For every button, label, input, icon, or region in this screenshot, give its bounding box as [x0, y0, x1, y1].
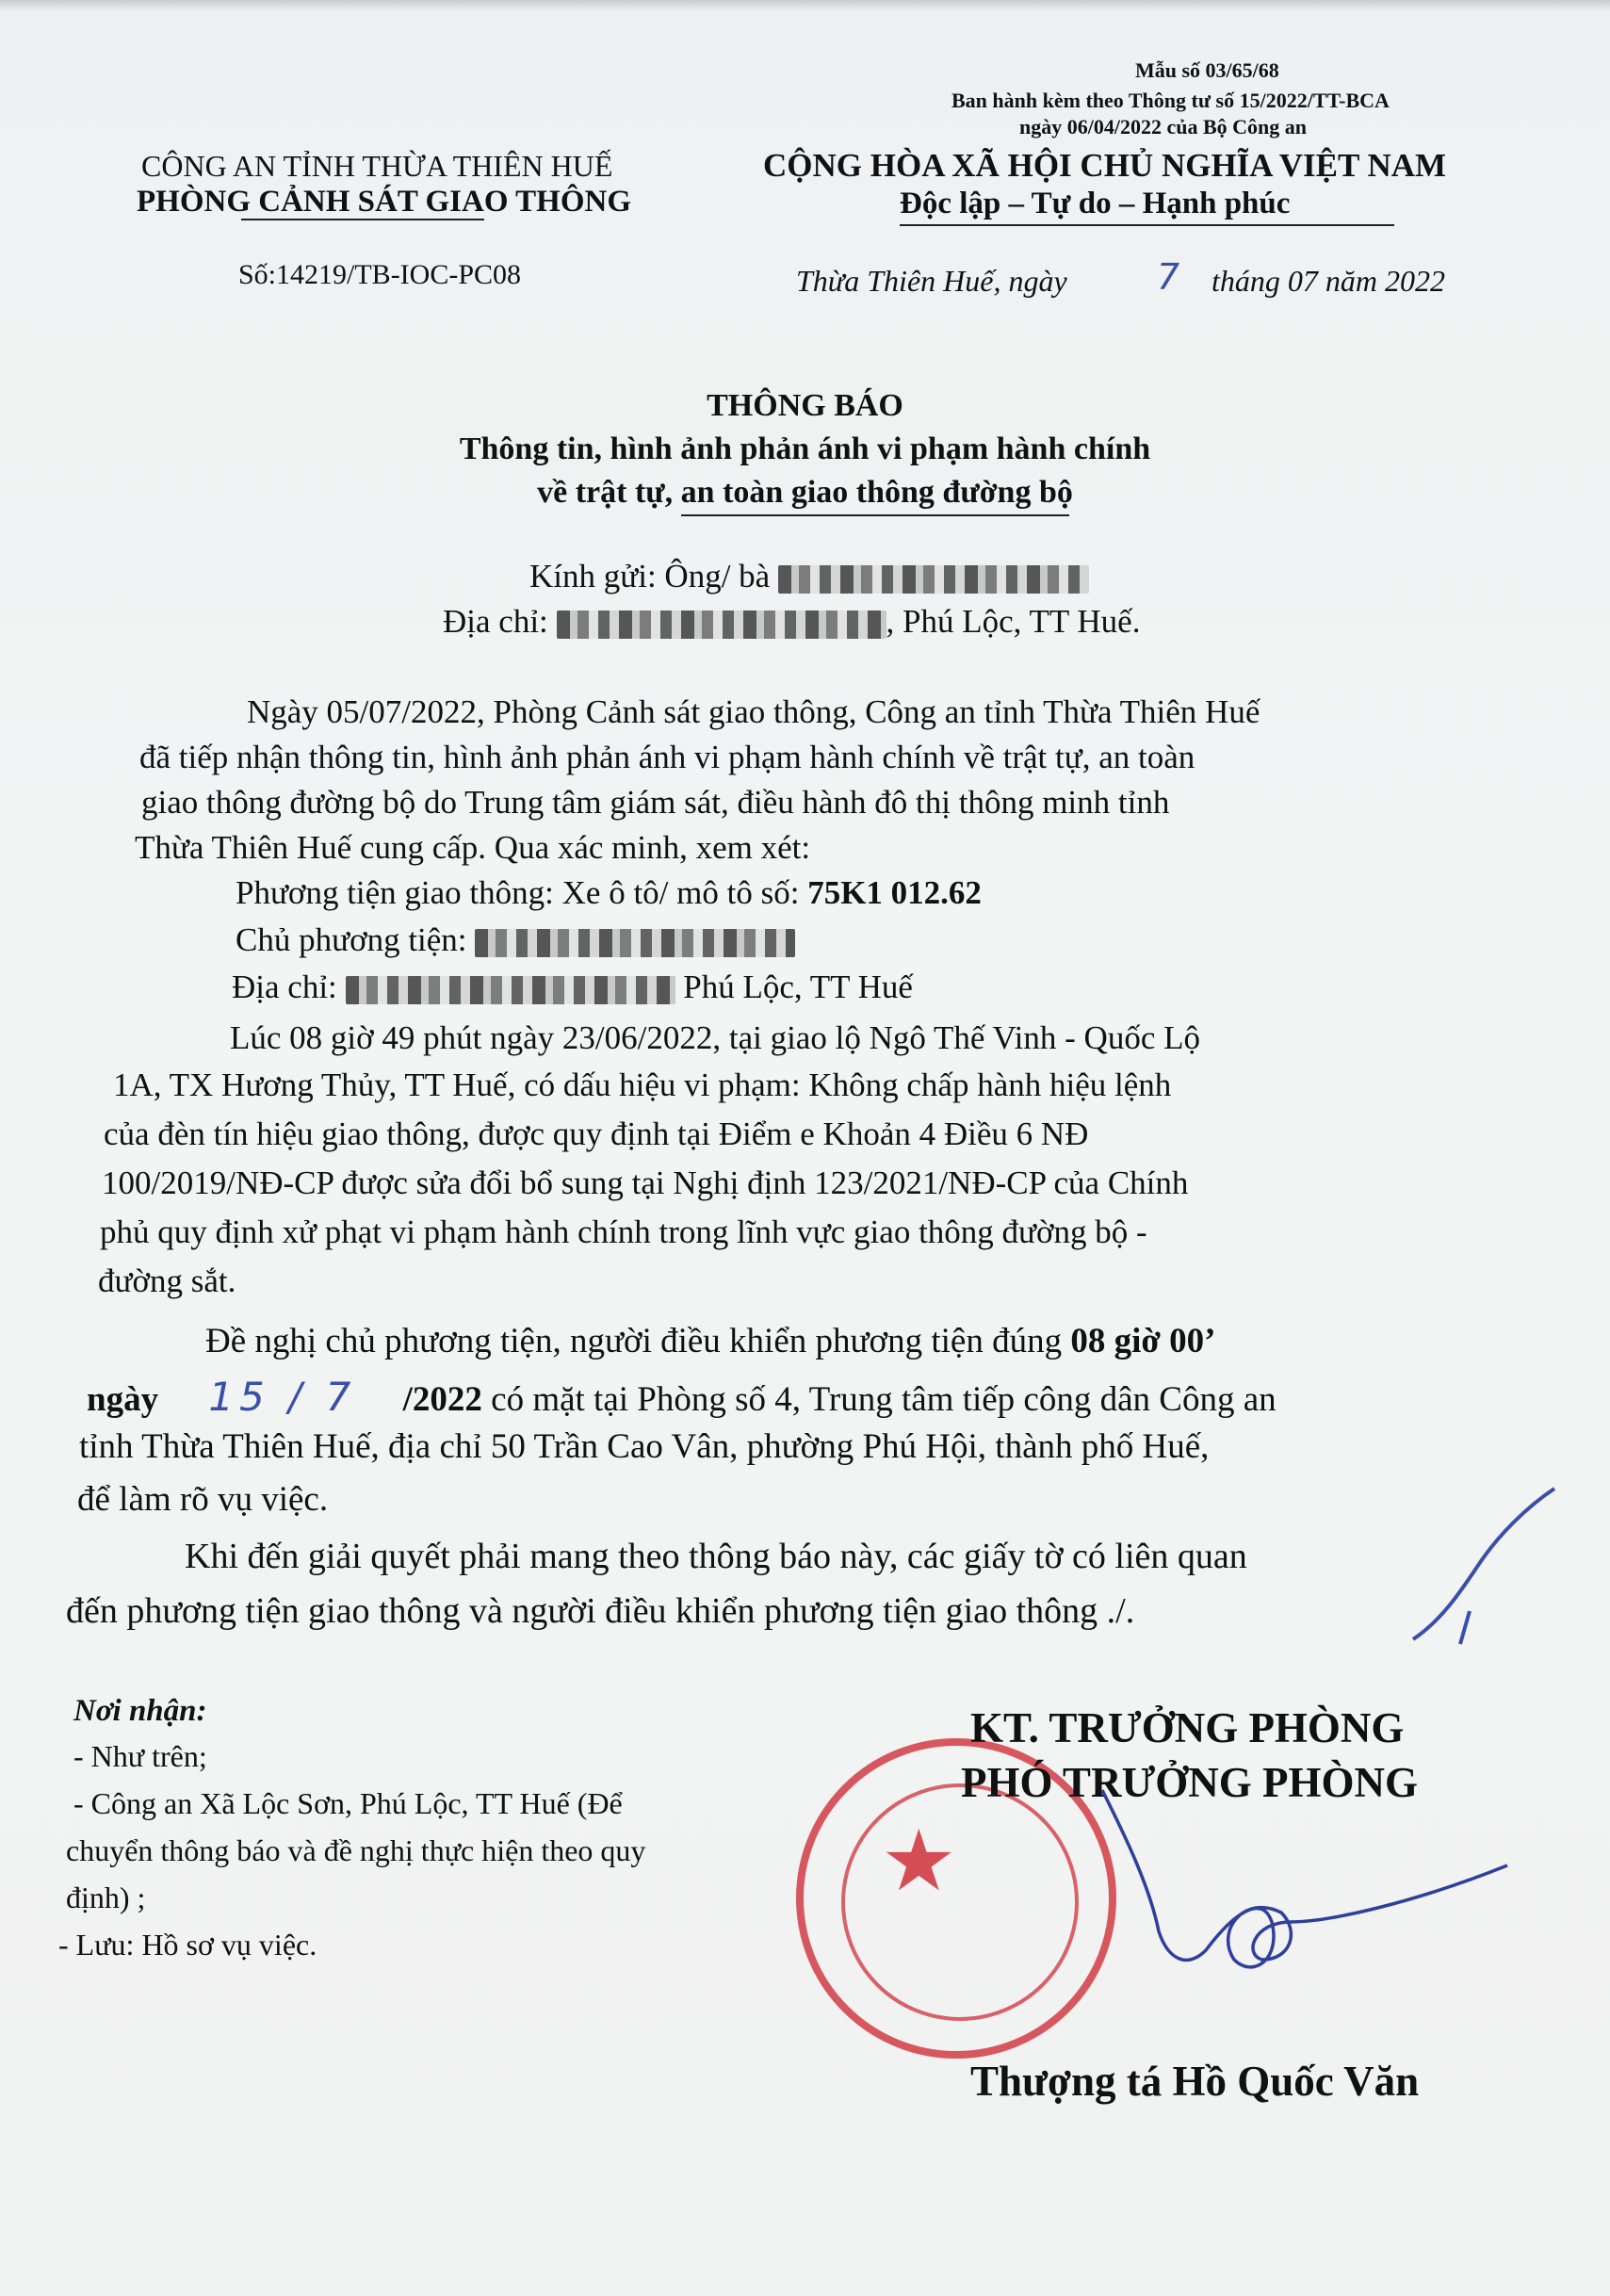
paragraph-1-line-2: đã tiếp nhận thông tin, hình ảnh phản ánh vi phạm hành chính về trật tự, an toàn	[139, 739, 1195, 775]
recipient-greeting-text: Kính gửi: Ông/ bà	[529, 558, 771, 594]
vehicle-line	[236, 874, 982, 912]
paragraph-2-line-3: của đèn tín hiệu giao thông, được quy định tại Điểm e Khoản 4 Điều 6 NĐ	[104, 1115, 1089, 1152]
vehicle-label: Phương tiện giao thông: Xe ô tô/ mô tô số:	[236, 874, 800, 911]
paragraph-3-line-1	[205, 1321, 1215, 1361]
recipient-item-2-end: định) ;	[66, 1881, 146, 1914]
owner-label: Chủ phương tiện:	[236, 921, 467, 958]
seal-star-icon: ★	[881, 1812, 957, 1911]
national-motto: Độc lập – Tự do – Hạnh phúc	[900, 187, 1291, 220]
notice-subtitle-2: về trật tự, an toàn giao thông đường bộ	[537, 475, 1073, 510]
appointment-day-label: ngày	[87, 1380, 159, 1419]
paragraph-3-line-3: tỉnh Thừa Thiên Huế, địa chỉ 50 Trần Cao Vân, phường Phú Hội, thành phố Huế,	[79, 1427, 1210, 1466]
paragraph-1-line-4: Thừa Thiên Huế cung cấp. Qua xác minh, xem xét:	[135, 829, 811, 866]
recipient-item-3: - Lưu: Hồ sơ vụ việc.	[58, 1928, 317, 1962]
paragraph-4-line-1: Khi đến giải quyết phải mang theo thông báo này, các giấy tờ có liên quan	[185, 1537, 1247, 1576]
notice-subtitle-1: Thông tin, hình ảnh phản ánh vi phạm hành chính	[459, 432, 1151, 466]
paragraph-1-line-3: giao thông đường bộ do Trung tâm giám sát, điều hành đô thị thông minh tỉnh	[141, 784, 1170, 821]
paragraph-2-line-4: 100/2019/NĐ-CP được sửa đổi bổ sung tại Nghị định 123/2021/NĐ-CP của Chính	[102, 1164, 1189, 1201]
recipients-heading: Nơi nhận:	[73, 1694, 207, 1728]
redacted-owner-address	[346, 976, 675, 1004]
appointment-place: có mặt tại Phòng số 4, Trung tâm tiếp công dân Công an	[491, 1380, 1277, 1419]
owner-address-tail: Phú Lộc, TT Huế	[683, 969, 913, 1005]
paragraph-2-line-2: 1A, TX Hương Thủy, TT Huế, có dấu hiệu vi phạm: Không chấp hành hiệu lệnh	[113, 1067, 1172, 1103]
recipient-address	[443, 603, 1140, 641]
paragraph-3-line-2	[87, 1374, 1277, 1420]
appointment-time: 08 giờ 00’	[1070, 1322, 1216, 1360]
handwritten-day: 7	[1157, 256, 1180, 298]
agency-name: PHÒNG CẢNH SÁT GIAO THÔNG	[137, 185, 632, 219]
paragraph-2-line-5: phủ quy định xử phạt vi phạm hành chính trong lĩnh vực giao thông đường bộ -	[100, 1213, 1147, 1250]
title-underline	[681, 514, 1069, 516]
form-number: Mẫu số 03/65/68	[1135, 58, 1279, 82]
signer-name: Thượng tá Hồ Quốc Văn	[970, 2058, 1420, 2105]
form-issued-date: ngày 06/04/2022 của Bộ Công an	[1019, 115, 1307, 138]
handwritten-signature	[1017, 1771, 1526, 2016]
recipient-item-2-cont: chuyển thông báo và đề nghị thực hiện theo quy	[66, 1833, 646, 1867]
agency-parent: CÔNG AN TỈNH THỪA THIÊN HUẾ	[141, 149, 613, 183]
paragraph-2-line-1: Lúc 08 giờ 49 phút ngày 23/06/2022, tại giao lộ Ngô Thế Vinh - Quốc Lộ	[230, 1019, 1200, 1056]
handwritten-initial-mark	[1404, 1479, 1564, 1658]
notice-title: THÔNG BÁO	[707, 388, 903, 423]
paragraph-3-text: Đề nghị chủ phương tiện, người điều khiển phương tiện đúng	[205, 1322, 1063, 1360]
owner-line	[236, 921, 795, 959]
date-suffix: tháng 07 năm 2022	[1212, 264, 1445, 298]
owner-address-label: Địa chỉ:	[232, 969, 337, 1005]
license-plate: 75K1 012.62	[807, 874, 982, 911]
form-issued-line: Ban hành kèm theo Thông tư số 15/2022/TT-BCA	[951, 89, 1390, 112]
agency-underline	[241, 219, 484, 220]
recipient-address-label: Địa chỉ:	[443, 603, 548, 640]
paragraph-4-line-2: đến phương tiện giao thông và người điều khiển phương tiện giao thông ./.	[66, 1591, 1135, 1631]
redacted-owner	[475, 929, 795, 957]
nation-name: CỘNG HÒA XÃ HỘI CHỦ NGHĨA VIỆT NAM	[763, 147, 1447, 184]
signature-role: PHÓ TRƯỞNG PHÒNG	[961, 1759, 1419, 1806]
date-prefix: Thừa Thiên Huế, ngày	[796, 264, 1067, 298]
recipient-item-2: - Công an Xã Lộc Sơn, Phú Lộc, TT Huế (Để	[73, 1786, 623, 1820]
recipient-address-tail: , Phú Lộc, TT Huế.	[886, 603, 1141, 640]
paragraph-1-line-1: Ngày 05/07/2022, Phòng Cảnh sát giao thông, Công an tỉnh Thừa Thiên Huế	[247, 693, 1260, 730]
redacted-address	[557, 611, 886, 639]
recipient-greeting	[529, 558, 1089, 595]
redacted-name	[778, 565, 1089, 594]
motto-underline	[900, 224, 1394, 226]
paragraph-2-line-6: đường sắt.	[98, 1262, 236, 1299]
signature-kt-title: KT. TRƯỞNG PHÒNG	[970, 1704, 1405, 1751]
paragraph-3-line-4: để làm rõ vụ việc.	[77, 1480, 329, 1519]
owner-address-line	[232, 969, 913, 1006]
document-number: Số:14219/TB-IOC-PC08	[238, 259, 522, 290]
recipient-item-1: - Như trên;	[73, 1739, 207, 1773]
handwritten-appointment-date: 15 / 7	[208, 1374, 357, 1420]
page-edge	[0, 0, 1610, 11]
appointment-year: /2022	[402, 1380, 482, 1419]
